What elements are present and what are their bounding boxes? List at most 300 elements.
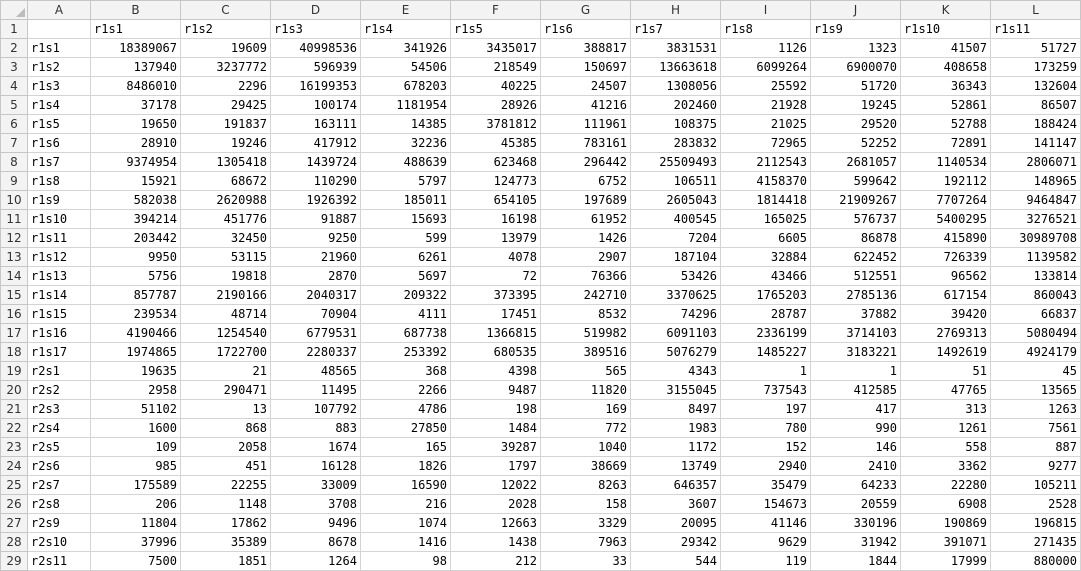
cell[interactable]: 2028	[451, 495, 541, 514]
cell[interactable]: 1074	[361, 514, 451, 533]
cell[interactable]: r1s11	[991, 20, 1081, 39]
cell[interactable]: 646357	[631, 476, 721, 495]
cell[interactable]: 7561	[991, 419, 1081, 438]
cell[interactable]: 860043	[991, 286, 1081, 305]
cell[interactable]: 21928	[721, 96, 811, 115]
cell[interactable]: 48565	[271, 362, 361, 381]
cell[interactable]: 209322	[361, 286, 451, 305]
cell[interactable]: 25509493	[631, 153, 721, 172]
cell[interactable]: 108375	[631, 115, 721, 134]
cell[interactable]: 2806071	[991, 153, 1081, 172]
cell[interactable]: 2040317	[271, 286, 361, 305]
cell[interactable]: 11820	[541, 381, 631, 400]
cell[interactable]: 22255	[181, 476, 271, 495]
cell[interactable]: 36343	[901, 77, 991, 96]
row-label-cell[interactable]: r2s6	[28, 457, 91, 476]
cell[interactable]: 8486010	[91, 77, 181, 96]
cell[interactable]: 253392	[361, 343, 451, 362]
cell[interactable]: 6752	[541, 172, 631, 191]
cell[interactable]: 2280337	[271, 343, 361, 362]
cell[interactable]: 16590	[361, 476, 451, 495]
cell[interactable]: 119	[721, 552, 811, 571]
cell[interactable]: 218549	[451, 58, 541, 77]
row-header[interactable]: 21	[1, 400, 28, 419]
cell[interactable]: 9464847	[991, 191, 1081, 210]
cell[interactable]: 165	[361, 438, 451, 457]
cell[interactable]: 61952	[541, 210, 631, 229]
cell[interactable]: 5076279	[631, 343, 721, 362]
cell[interactable]: 100174	[271, 96, 361, 115]
cell[interactable]: 51102	[91, 400, 181, 419]
cell[interactable]: 5400295	[901, 210, 991, 229]
cell[interactable]: 1308056	[631, 77, 721, 96]
cell[interactable]: 5797	[361, 172, 451, 191]
cell[interactable]: 74296	[631, 305, 721, 324]
cell[interactable]: 45	[991, 362, 1081, 381]
row-header[interactable]: 27	[1, 514, 28, 533]
cell[interactable]: 283832	[631, 134, 721, 153]
cell[interactable]: r1s9	[811, 20, 901, 39]
cell[interactable]: 13979	[451, 229, 541, 248]
cell[interactable]: 106511	[631, 172, 721, 191]
column-header-e[interactable]: E	[361, 1, 451, 20]
cell[interactable]: 451	[181, 457, 271, 476]
cell[interactable]: 20095	[631, 514, 721, 533]
row-header[interactable]: 7	[1, 134, 28, 153]
cell[interactable]: 203442	[91, 229, 181, 248]
cell[interactable]: 6908	[901, 495, 991, 514]
cell[interactable]: 43466	[721, 267, 811, 286]
row-label-cell[interactable]: r1s10	[28, 210, 91, 229]
cell[interactable]: 1172	[631, 438, 721, 457]
cell[interactable]: 2266	[361, 381, 451, 400]
row-header[interactable]: 17	[1, 324, 28, 343]
cell[interactable]: 41507	[901, 39, 991, 58]
cell[interactable]: 654105	[451, 191, 541, 210]
row-header[interactable]: 9	[1, 172, 28, 191]
row-header[interactable]: 6	[1, 115, 28, 134]
cell[interactable]: 148965	[991, 172, 1081, 191]
cell[interactable]: 239534	[91, 305, 181, 324]
row-label-cell[interactable]: r2s4	[28, 419, 91, 438]
cell[interactable]: 9496	[271, 514, 361, 533]
row-header[interactable]: 3	[1, 58, 28, 77]
cell[interactable]: 2528	[991, 495, 1081, 514]
cell[interactable]: 107792	[271, 400, 361, 419]
cell[interactable]: 1148	[181, 495, 271, 514]
cell[interactable]: 39420	[901, 305, 991, 324]
row-header[interactable]: 16	[1, 305, 28, 324]
cell[interactable]: 197	[721, 400, 811, 419]
cell[interactable]: 111961	[541, 115, 631, 134]
cell[interactable]: 35479	[721, 476, 811, 495]
cell[interactable]: 105211	[991, 476, 1081, 495]
cell[interactable]: 7963	[541, 533, 631, 552]
cell[interactable]: 6091103	[631, 324, 721, 343]
cell[interactable]: 30989708	[991, 229, 1081, 248]
row-label-cell[interactable]: r2s3	[28, 400, 91, 419]
cell[interactable]: 857787	[91, 286, 181, 305]
cell[interactable]: 389516	[541, 343, 631, 362]
cell[interactable]: 9487	[451, 381, 541, 400]
row-label-cell[interactable]: r1s15	[28, 305, 91, 324]
cell[interactable]: 70904	[271, 305, 361, 324]
cell[interactable]: 883	[271, 419, 361, 438]
cell[interactable]: 1416	[361, 533, 451, 552]
cell[interactable]: 1140534	[901, 153, 991, 172]
cell[interactable]: 72	[451, 267, 541, 286]
cell[interactable]: 868	[181, 419, 271, 438]
cell[interactable]: 680535	[451, 343, 541, 362]
cell[interactable]: 3362	[901, 457, 991, 476]
cell[interactable]: 617154	[901, 286, 991, 305]
cell[interactable]: 271435	[991, 533, 1081, 552]
cell[interactable]: 41216	[541, 96, 631, 115]
row-label-cell[interactable]: r1s7	[28, 153, 91, 172]
row-header[interactable]: 14	[1, 267, 28, 286]
cell[interactable]: 141147	[991, 134, 1081, 153]
cell[interactable]: 622452	[811, 248, 901, 267]
cell[interactable]: 1264	[271, 552, 361, 571]
row-label-cell[interactable]: r1s12	[28, 248, 91, 267]
cell[interactable]: 7500	[91, 552, 181, 571]
cell[interactable]: 1261	[901, 419, 991, 438]
cell[interactable]: 2785136	[811, 286, 901, 305]
cell[interactable]: 12022	[451, 476, 541, 495]
cell[interactable]: 28926	[451, 96, 541, 115]
cell[interactable]: 216	[361, 495, 451, 514]
cell[interactable]: 1851	[181, 552, 271, 571]
cell[interactable]: 2410	[811, 457, 901, 476]
cell[interactable]: 558	[901, 438, 991, 457]
cell[interactable]: 173259	[991, 58, 1081, 77]
cell[interactable]: 1674	[271, 438, 361, 457]
cell[interactable]: 2605043	[631, 191, 721, 210]
cell[interactable]: 191837	[181, 115, 271, 134]
cell[interactable]: 582038	[91, 191, 181, 210]
cell[interactable]: 1439724	[271, 153, 361, 172]
cell[interactable]: 21909267	[811, 191, 901, 210]
cell[interactable]: 6605	[721, 229, 811, 248]
cell[interactable]: 152	[721, 438, 811, 457]
cell[interactable]: 29425	[181, 96, 271, 115]
cell[interactable]: 4786	[361, 400, 451, 419]
cell[interactable]: 783161	[541, 134, 631, 153]
cell[interactable]: 388817	[541, 39, 631, 58]
cell[interactable]: 52788	[901, 115, 991, 134]
cell[interactable]: 512551	[811, 267, 901, 286]
cell[interactable]: 391071	[901, 533, 991, 552]
cell[interactable]: 9277	[991, 457, 1081, 476]
cell[interactable]: 185011	[361, 191, 451, 210]
cell[interactable]: r1s6	[541, 20, 631, 39]
cell[interactable]: 1126	[721, 39, 811, 58]
cell[interactable]: 54506	[361, 58, 451, 77]
cell[interactable]: 86878	[811, 229, 901, 248]
cell[interactable]: 3155045	[631, 381, 721, 400]
cell[interactable]: 373395	[451, 286, 541, 305]
row-label-cell[interactable]: r1s3	[28, 77, 91, 96]
cell[interactable]: 3831531	[631, 39, 721, 58]
cell[interactable]: 72965	[721, 134, 811, 153]
cell[interactable]: 313	[901, 400, 991, 419]
cell[interactable]: 1765203	[721, 286, 811, 305]
row-header[interactable]: 23	[1, 438, 28, 457]
cell[interactable]: 242710	[541, 286, 631, 305]
row-label-cell[interactable]: r1s14	[28, 286, 91, 305]
cell[interactable]: 1814418	[721, 191, 811, 210]
cell[interactable]: r1s1	[91, 20, 181, 39]
cell[interactable]: 37178	[91, 96, 181, 115]
cell[interactable]: 2940	[721, 457, 811, 476]
cell[interactable]: 1040	[541, 438, 631, 457]
row-header[interactable]: 10	[1, 191, 28, 210]
column-header-k[interactable]: K	[901, 1, 991, 20]
cell[interactable]: 109	[91, 438, 181, 457]
cell[interactable]: 1438	[451, 533, 541, 552]
cell[interactable]: 3435017	[451, 39, 541, 58]
column-header-f[interactable]: F	[451, 1, 541, 20]
row-label-cell[interactable]: r2s10	[28, 533, 91, 552]
cell[interactable]: 196815	[991, 514, 1081, 533]
cell[interactable]: 678203	[361, 77, 451, 96]
cell[interactable]: 47765	[901, 381, 991, 400]
cell[interactable]: 19650	[91, 115, 181, 134]
column-header-d[interactable]: D	[271, 1, 361, 20]
column-header-h[interactable]: H	[631, 1, 721, 20]
cell[interactable]: 150697	[541, 58, 631, 77]
cell[interactable]: 6779531	[271, 324, 361, 343]
cell[interactable]: 4343	[631, 362, 721, 381]
cell[interactable]: 21	[181, 362, 271, 381]
cell[interactable]: 2296	[181, 77, 271, 96]
cell[interactable]: 146	[811, 438, 901, 457]
cell[interactable]: r1s4	[361, 20, 451, 39]
column-header-c[interactable]: C	[181, 1, 271, 20]
cell[interactable]: 37882	[811, 305, 901, 324]
cell[interactable]: 19818	[181, 267, 271, 286]
row-header[interactable]: 28	[1, 533, 28, 552]
cell[interactable]: 1181954	[361, 96, 451, 115]
cell[interactable]: 24507	[541, 77, 631, 96]
row-header[interactable]: 8	[1, 153, 28, 172]
cell[interactable]: 565	[541, 362, 631, 381]
cell[interactable]: 2620988	[181, 191, 271, 210]
row-header[interactable]: 22	[1, 419, 28, 438]
cell[interactable]: 51	[901, 362, 991, 381]
cell[interactable]: 596939	[271, 58, 361, 77]
cell[interactable]: 1305418	[181, 153, 271, 172]
cell[interactable]: 3183221	[811, 343, 901, 362]
row-label-cell[interactable]: r2s2	[28, 381, 91, 400]
cell[interactable]: 4924179	[991, 343, 1081, 362]
row-label-cell[interactable]: r1s13	[28, 267, 91, 286]
cell[interactable]: r1s10	[901, 20, 991, 39]
cell[interactable]: 188424	[991, 115, 1081, 134]
cell[interactable]: 163111	[271, 115, 361, 134]
cell[interactable]: 6099264	[721, 58, 811, 77]
cell[interactable]: 38669	[541, 457, 631, 476]
cell[interactable]: 17862	[181, 514, 271, 533]
row-label-cell[interactable]: r2s7	[28, 476, 91, 495]
column-header-g[interactable]: G	[541, 1, 631, 20]
row-label-cell[interactable]: r2s8	[28, 495, 91, 514]
cell[interactable]: 599	[361, 229, 451, 248]
cell[interactable]: 48714	[181, 305, 271, 324]
cell[interactable]: 4078	[451, 248, 541, 267]
cell[interactable]: 1485227	[721, 343, 811, 362]
cell[interactable]: 780	[721, 419, 811, 438]
cell[interactable]: 13663618	[631, 58, 721, 77]
cell[interactable]: 169	[541, 400, 631, 419]
cell[interactable]: 33009	[271, 476, 361, 495]
cell[interactable]: 368	[361, 362, 451, 381]
cell[interactable]: 3607	[631, 495, 721, 514]
cell[interactable]: 18389067	[91, 39, 181, 58]
cell[interactable]: 1323	[811, 39, 901, 58]
column-header-b[interactable]: B	[91, 1, 181, 20]
cell[interactable]: 1426	[541, 229, 631, 248]
cell[interactable]: 1797	[451, 457, 541, 476]
cell[interactable]: 3781812	[451, 115, 541, 134]
row-header[interactable]: 29	[1, 552, 28, 571]
cell[interactable]: 98	[361, 552, 451, 571]
cell[interactable]: 124773	[451, 172, 541, 191]
cell[interactable]: 33	[541, 552, 631, 571]
cell[interactable]: 1926392	[271, 191, 361, 210]
cell[interactable]: 13565	[991, 381, 1081, 400]
cell[interactable]: 3708	[271, 495, 361, 514]
cell[interactable]: 3714103	[811, 324, 901, 343]
cell[interactable]: 9950	[91, 248, 181, 267]
row-header[interactable]: 4	[1, 77, 28, 96]
cell[interactable]: 7707264	[901, 191, 991, 210]
cell[interactable]: 8263	[541, 476, 631, 495]
cell[interactable]: 1139582	[991, 248, 1081, 267]
row-header[interactable]: 1	[1, 20, 28, 39]
cell[interactable]: 412585	[811, 381, 901, 400]
cell[interactable]: 1	[721, 362, 811, 381]
column-header-a[interactable]: A	[28, 1, 91, 20]
cell[interactable]: 16199353	[271, 77, 361, 96]
cell[interactable]: 132604	[991, 77, 1081, 96]
cell[interactable]: 1983	[631, 419, 721, 438]
cell[interactable]: 154673	[721, 495, 811, 514]
cell[interactable]: 599642	[811, 172, 901, 191]
cell[interactable]: 2058	[181, 438, 271, 457]
cell[interactable]: 1492619	[901, 343, 991, 362]
cell[interactable]: 37996	[91, 533, 181, 552]
cell[interactable]: 52861	[901, 96, 991, 115]
cell[interactable]: 2958	[91, 381, 181, 400]
cell[interactable]: 451776	[181, 210, 271, 229]
cell[interactable]	[28, 20, 91, 39]
row-header[interactable]: 26	[1, 495, 28, 514]
cell[interactable]: 576737	[811, 210, 901, 229]
row-label-cell[interactable]: r2s1	[28, 362, 91, 381]
cell[interactable]: 3370625	[631, 286, 721, 305]
cell[interactable]: 192112	[901, 172, 991, 191]
cell[interactable]: 726339	[901, 248, 991, 267]
cell[interactable]: 623468	[451, 153, 541, 172]
cell[interactable]: 212	[451, 552, 541, 571]
row-label-cell[interactable]: r1s9	[28, 191, 91, 210]
cell[interactable]: 76366	[541, 267, 631, 286]
cell[interactable]: 5080494	[991, 324, 1081, 343]
cell[interactable]: 20559	[811, 495, 901, 514]
cell[interactable]: 1263	[991, 400, 1081, 419]
cell[interactable]: r1s2	[181, 20, 271, 39]
cell[interactable]: 19246	[181, 134, 271, 153]
row-header[interactable]: 11	[1, 210, 28, 229]
row-label-cell[interactable]: r1s8	[28, 172, 91, 191]
cell[interactable]: 22280	[901, 476, 991, 495]
cell[interactable]: 417912	[271, 134, 361, 153]
cell[interactable]: 488639	[361, 153, 451, 172]
cell[interactable]: 5756	[91, 267, 181, 286]
cell[interactable]: 1484	[451, 419, 541, 438]
cell[interactable]: 887	[991, 438, 1081, 457]
cell[interactable]: 28787	[721, 305, 811, 324]
cell[interactable]: 29342	[631, 533, 721, 552]
cell[interactable]: 5697	[361, 267, 451, 286]
cell[interactable]: 19635	[91, 362, 181, 381]
cell[interactable]: 68672	[181, 172, 271, 191]
cell[interactable]: 1974865	[91, 343, 181, 362]
row-header[interactable]: 5	[1, 96, 28, 115]
cell[interactable]: 25592	[721, 77, 811, 96]
cell[interactable]: 4398	[451, 362, 541, 381]
row-label-cell[interactable]: r2s11	[28, 552, 91, 571]
row-label-cell[interactable]: r2s5	[28, 438, 91, 457]
cell[interactable]: 1826	[361, 457, 451, 476]
cell[interactable]: 1722700	[181, 343, 271, 362]
cell[interactable]: r1s7	[631, 20, 721, 39]
cell[interactable]: 28910	[91, 134, 181, 153]
row-label-cell[interactable]: r1s4	[28, 96, 91, 115]
cell[interactable]: r1s8	[721, 20, 811, 39]
cell[interactable]: 29520	[811, 115, 901, 134]
cell[interactable]: 7204	[631, 229, 721, 248]
cell[interactable]: 198	[451, 400, 541, 419]
cell[interactable]: 158	[541, 495, 631, 514]
cell[interactable]: 290471	[181, 381, 271, 400]
cell[interactable]: 52252	[811, 134, 901, 153]
row-header[interactable]: 2	[1, 39, 28, 58]
cell[interactable]: 415890	[901, 229, 991, 248]
cell[interactable]: 175589	[91, 476, 181, 495]
cell[interactable]: 41146	[721, 514, 811, 533]
cell[interactable]: 19609	[181, 39, 271, 58]
cell[interactable]: 2907	[541, 248, 631, 267]
cell[interactable]: 31942	[811, 533, 901, 552]
cell[interactable]: 72891	[901, 134, 991, 153]
cell[interactable]: 6261	[361, 248, 451, 267]
cell[interactable]: 206	[91, 495, 181, 514]
cell[interactable]: 197689	[541, 191, 631, 210]
cell[interactable]: 190869	[901, 514, 991, 533]
cell[interactable]: 32884	[721, 248, 811, 267]
cell[interactable]: 21025	[721, 115, 811, 134]
cell[interactable]: 91887	[271, 210, 361, 229]
cell[interactable]: 17451	[451, 305, 541, 324]
cell[interactable]: 15693	[361, 210, 451, 229]
cell[interactable]: 4158370	[721, 172, 811, 191]
cell[interactable]: 53426	[631, 267, 721, 286]
cell[interactable]: 3237772	[181, 58, 271, 77]
cell[interactable]: 394214	[91, 210, 181, 229]
cell[interactable]: 8497	[631, 400, 721, 419]
